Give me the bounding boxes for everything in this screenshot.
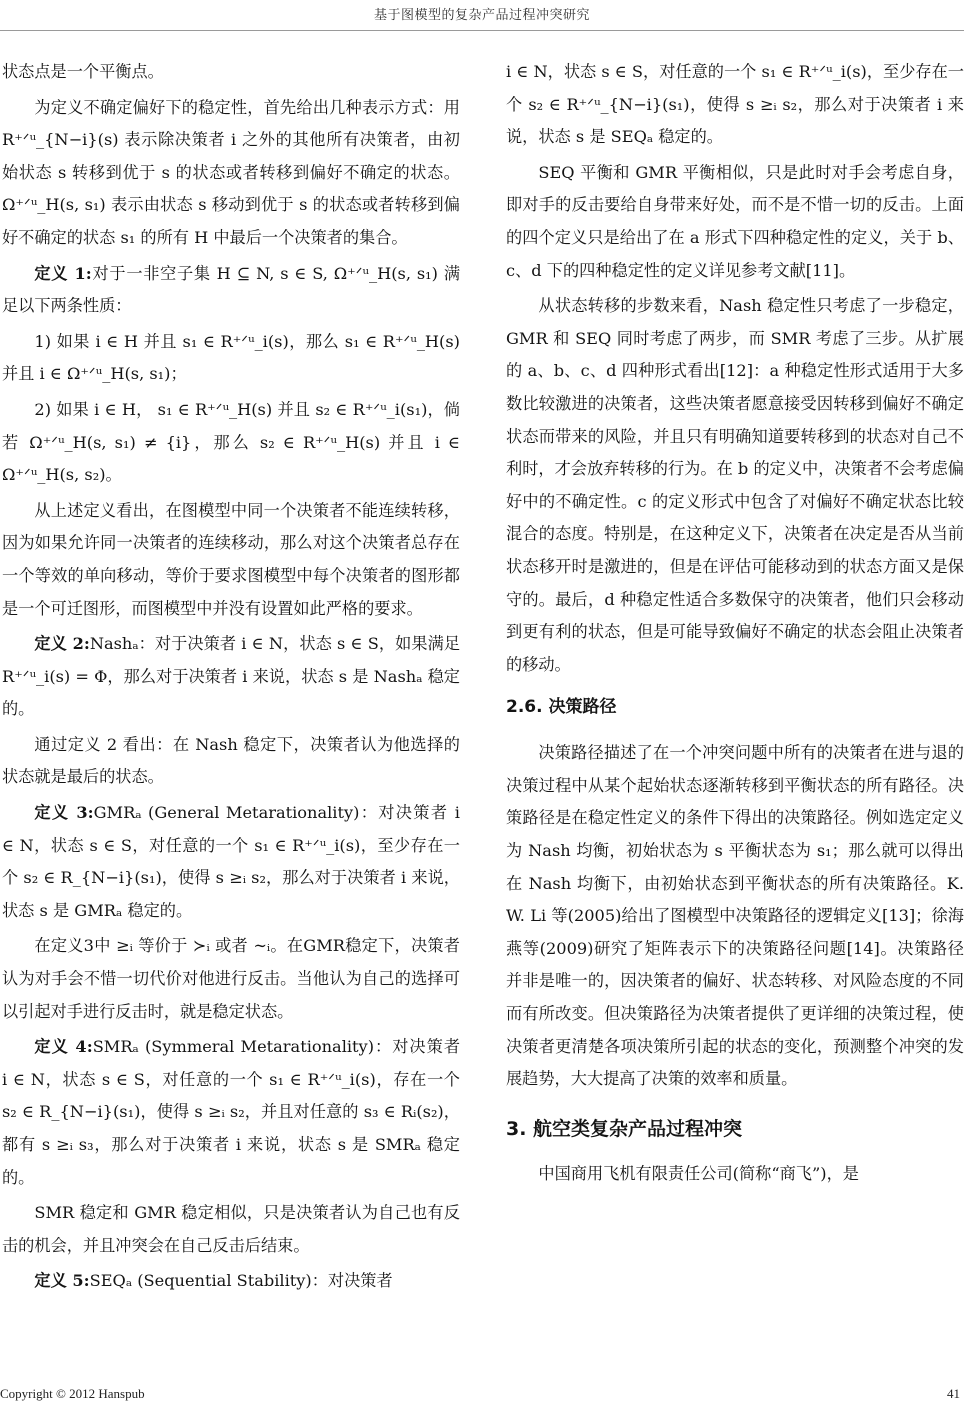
definition-label: 定义 1: <box>34 263 92 283</box>
definition-label: 定义 4: <box>34 1037 93 1057</box>
definition-3 <box>2 797 460 927</box>
definition-text: SMRₐ (Symmeral Metarationality)：对决策者 i ∈ N，状态 s ∈ S，对任意的一个 s₁ ∈ R⁺ᐟᵘ_i(s)，存在一个 s₂ ∈ R_{N−i}(s₁)，使得 s ≥ᵢ s₂，并且对任意的 s₃ ∈ Rᵢ(s₂)，都有 s ≥ᵢ s₃，那么对于决策者 i 来说，状态 s 是 SMRₐ 稳定的。 <box>2 1037 461 1187</box>
right-column <box>506 56 964 1193</box>
paragraph: 从上述定义看出，在图模型中同一个决策者不能连续转移，因为如果允许同一决策者的连续移动，那么对这个决策者总存在一个等效的单向移动，等价于要求图模型中每个决策者的图形都是一个可迁图形，而图模型中并没有设置如此严格的要求。 <box>2 500 460 618</box>
paragraph: SEQ 平衡和 GMR 平衡相似，只是此时对手会考虑自身，即对手的反击要给自身带来好处，而不是不惜一切的反击。上面的四个定义只是给出了在 a 形式下四种稳定性的定义，关于 b、c、d 下的四种稳定性的定义详见参考文献[11]。 <box>506 162 964 280</box>
definition-item: 2) 如果 i ∈ H， s₁ ∈ R⁺ᐟᵘ_H(s) 并且 s₂ ∈ R⁺ᐟᵘ_i(s₁)，倘若 Ω⁺ᐟᵘ_H(s, s₁) ≠ {i}，那么 s₂ ∈ R⁺ᐟᵘ_H(s) 并且 i ∈ Ω⁺ᐟᵘ_H(s, s₂)。 <box>2 399 460 485</box>
paragraph: 为定义不确定偏好下的稳定性，首先给出几种表示方式：用 R⁺ᐟᵘ_{N−i}(s) 表示除决策者 i 之外的其他所有决策者，由初始状态 s 转移到优于 s 的状态或者转移到偏好不确定的状态。Ω⁺ᐟᵘ_H(s, s₁) 表示由状态 s 移动到优于 s 的状态或者转移到偏好不确定的状态 s₁ 的所有 H 中最后一个决策者的集合。 <box>2 97 460 247</box>
section-heading-3: 3. 航空类复杂产品过程冲突 <box>506 1117 743 1140</box>
definition-text: 对于一非空子集 H ⊆ N, s ∈ S, Ω⁺ᐟᵘ_H(s, s₁) 满足以下两条性质： <box>2 263 461 316</box>
paragraph: 在定义3中 ≥ᵢ 等价于 ≻ᵢ 或者 ∼ᵢ。在GMR稳定下，决策者认为对手会不惜一切代价对他进行反击。当他认为自己的选择可以引起对手进行反击时，就是稳定状态。 <box>2 936 460 1021</box>
copyright-notice: Copyright © 2012 Hanspub <box>0 1386 145 1401</box>
header-divider <box>0 30 964 31</box>
paragraph: 从状态转移的步数来看，Nash 稳定性只考虑了一步稳定，GMR 和 SEQ 同时考虑了两步，而 SMR 考虑了三步。从扩展的 a、b、c、d 四种形式看出[12]：a 种稳定性形式适用于大多数比较激进的决策者，这些决策者愿意接受因转移到偏好不确定状态而带来的风险，并且只有明确知道要转移到的状态对自己不利时，才会放弃转移的行为。在 b 的定义中，决策者不会考虑偏好中的不确定性。c 的定义形式中包含了对偏好不确定状态比较混合的态度。特别是，在这种定义下，决策者在决定是否从当前状态移开时是激进的，但是在评估可能移动到的状态方面又是保守的。最后，d 种稳定性适合多数保守的决策者，他们只会移动到更有利的状态，但是可能导致偏好不确定的状态会阻止决策者的移动。 <box>506 296 964 674</box>
definition-5 <box>2 1265 460 1298</box>
definition-2 <box>2 628 460 726</box>
definition-1 <box>2 258 460 323</box>
definition-4 <box>2 1031 460 1194</box>
paragraph: SMR 稳定和 GMR 稳定相似，只是决策者认为自己也有反击的机会，并且冲突会在自己反击后结束。 <box>2 1203 460 1255</box>
definition-text: Nashₐ：对于决策者 i ∈ N，状态 s ∈ S，如果满足 R⁺ᐟᵘ_i(s) = Φ，那么对于决策者 i 来说，状态 s 是 Nashₐ 稳定的。 <box>2 634 461 719</box>
page-number: 41 <box>947 1386 960 1401</box>
paragraph: 决策路径描述了在一个冲突问题中所有的决策者在进与退的决策过程中从某个起始状态逐渐转移到平衡状态的所有路径。决策路径是在稳定性定义的条件下得出的决策路径。例如选定定义为 Nash 均衡，初始状态为 s 平衡状态为 s₁；那么就可以得出在 Nash 均衡下，由初始状态到平衡状态的所有决策路径。K. W. Li 等(2005)给出了图模型中决策路径的逻辑定义[13]；徐海燕等(2009)研究了矩阵表示下的决策路径问题[14]。决策路径并非是唯一的，因决策者的偏好、状态转移、对风险态度的不同而有所改变。但决策路径为决策者提供了更详细的决策过程，使决策者更清楚各项决策所引起的状态的变化，预测整个冲突的发展趋势，大大提高了决策的效率和质量。 <box>506 743 964 1089</box>
left-column <box>2 56 460 1301</box>
paragraph: 通过定义 2 看出：在 Nash 稳定下，决策者认为他选择的状态就是最后的状态。 <box>2 734 460 787</box>
definition-label: 定义 5: <box>34 1271 90 1291</box>
paragraph: i ∈ N，状态 s ∈ S，对任意的一个 s₁ ∈ R⁺ᐟᵘ_i(s)，至少存在一个 s₂ ∈ R⁺ᐟᵘ_{N−i}(s₁)，使得 s ≥ᵢ s₂，那么对于决策者 i 来说，状态 s 是 SEQₐ 稳定的。 <box>506 62 964 147</box>
definition-text: GMRₐ (General Metarationality)：对决策者 i ∈ N，状态 s ∈ S，对任意的一个 s₁ ∈ R⁺ᐟᵘ_i(s)，至少存在一个 s₂ ∈ R_{N−i}(s₁)，使得 s ≥ᵢ s₂，那么对于决策者 i 来说，状态 s 是 GMRₐ 稳定的。 <box>2 803 460 920</box>
definition-label: 定义 2: <box>34 634 90 654</box>
paragraph: 中国商用飞机有限责任公司(简称“商飞”)，是 <box>538 1163 859 1183</box>
definition-item: 1) 如果 i ∈ H 并且 s₁ ∈ R⁺ᐟᵘ_i(s)，那么 s₁ ∈ R⁺ᐟᵘ_H(s) 并且 i ∈ Ω⁺ᐟᵘ_H(s, s₁)； <box>2 331 460 384</box>
paragraph: 状态点是一个平衡点。 <box>2 62 164 81</box>
running-title: 基于图模型的复杂产品过程冲突研究 <box>373 8 590 23</box>
definition-label: 定义 3: <box>34 803 94 823</box>
definition-text: SEQₐ (Sequential Stability)：对决策者 <box>89 1271 393 1291</box>
section-heading-2-6: 2.6. 决策路径 <box>506 697 617 718</box>
